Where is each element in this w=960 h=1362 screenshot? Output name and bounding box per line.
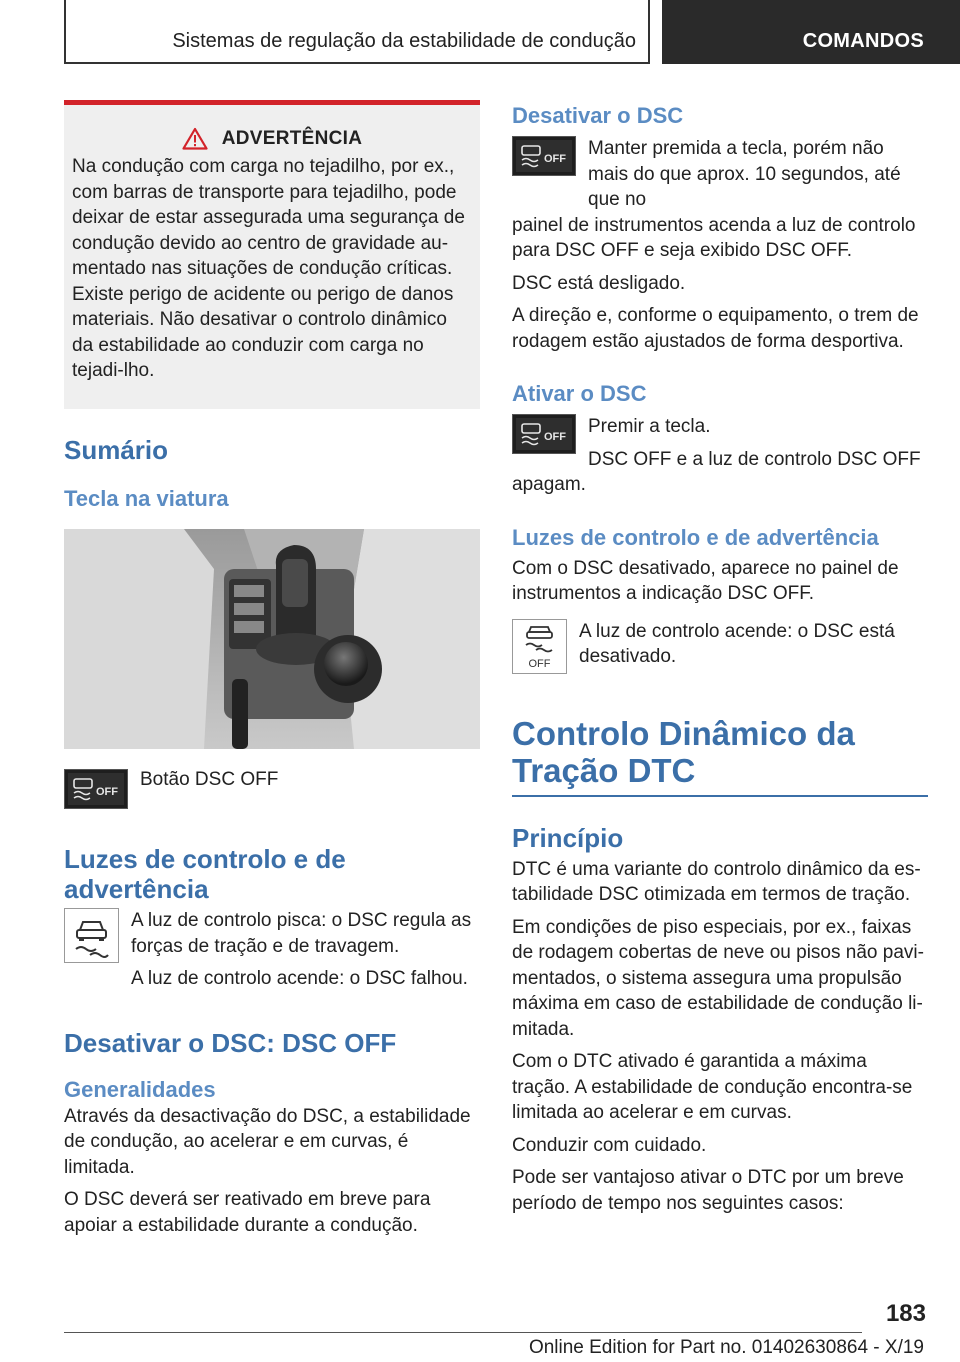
- activate-text-2b: apagam.: [512, 474, 586, 495]
- deactivate-text-block: [576, 136, 928, 213]
- left-column: [64, 100, 480, 1238]
- page-number: 183: [885, 1300, 926, 1327]
- lights-text-right-block: [567, 619, 928, 670]
- principle-text-1: DTC é uma variante do controlo dinâmico da es-tabilidade DSC otimizada em termos de tração.: [512, 858, 921, 905]
- deactivate-text-1a: Manter premida a tecla, porém não mais do que aprox. 10 segundos, até que no: [588, 138, 901, 210]
- lights-text-right-2: A luz de controlo acende: o DSC está desativado.: [579, 620, 895, 667]
- deactivate-text-2: DSC está desligado.: [512, 272, 686, 294]
- dsc-off-button-icon: [64, 769, 128, 814]
- dsc-off-button-icon: [512, 414, 576, 459]
- warning-box: [64, 100, 480, 409]
- warning-title: ADVERTÊNCIA: [221, 127, 363, 149]
- off-label: OFF: [96, 786, 118, 798]
- lights-text-left-2: A luz de controlo acende: o DSC falhou.: [131, 968, 468, 989]
- button-caption: Botão DSC OFF: [140, 769, 279, 790]
- off-label: OFF: [544, 431, 566, 443]
- lights-heading-left: Luzes de controlo e de advertência: [64, 844, 346, 904]
- button-caption-row: [64, 769, 480, 814]
- footer-edition: Online Edition for Part no. 01402630864 - X/19: [528, 1337, 924, 1358]
- deactivate-text-3: A direção e, conforme o equipamento, o trem de rodagem estão ajustados de forma desportiva.: [512, 305, 919, 352]
- off-label: OFF: [544, 153, 566, 165]
- section-title: Sistemas de regulação da estabilidade de condução: [172, 30, 636, 52]
- dtc-heading: Controlo Dinâmico da Tração DTC: [512, 715, 928, 797]
- lights-heading-right: Luzes de controlo e de advertência: [512, 524, 879, 550]
- general-text-2: O DSC deverá ser reativado em breve para apoiar a estabilidade durante a condução.: [64, 1189, 431, 1236]
- button-heading: Tecla na viatura: [64, 486, 229, 511]
- general-heading: Generalidades: [64, 1076, 216, 1102]
- warning-text: Na condução com carga no tejadilho, por ex., com barras de transporte para tejadilho, pode deixar de estar assegurada uma segurança de condução devido ao centro de gravidade au-mentado nas situações de condução críticas. Existe perigo de acidente ou perigo de danos materiais. Não desativar o controlo dinâmico da estabilidade ao conduzir com carga no tejadi-lho.: [72, 156, 465, 381]
- warning-header: [72, 127, 472, 150]
- vehicle-console-photo: [64, 529, 480, 749]
- dsc-off-button-icon: [512, 136, 576, 181]
- principle-text-5: Pode ser vantajoso ativar o DTC por um breve período de tempo nos seguintes casos:: [512, 1167, 904, 1214]
- footer-rule: [64, 1332, 862, 1333]
- activate-row: [512, 414, 928, 472]
- lights-row-right: [512, 619, 928, 679]
- deactivate-row: [512, 136, 928, 213]
- lights-text-right-1: Com o DSC desativado, aparece no painel de instrumentos a indicação DSC OFF.: [512, 557, 899, 604]
- deactivate-dsc-heading: Desativar o DSC: [512, 103, 684, 128]
- activate-text-block: [576, 414, 921, 472]
- dsc-warning-light-icon: [64, 908, 119, 968]
- lights-row-left: [64, 908, 480, 992]
- off-label: OFF: [528, 657, 551, 670]
- header-frame: [64, 0, 650, 64]
- activate-text-2a: DSC OFF e a luz de controlo DSC OFF: [588, 448, 921, 470]
- principle-text-4: Conduzir com cuidado.: [512, 1134, 707, 1156]
- chapter-tab: [662, 0, 960, 64]
- right-column: [512, 100, 928, 1216]
- principle-text-2: Em condições de piso especiais, por ex., faixas de rodagem cobertas de neve ou pisos não pavi-mentados, o sistema assegura uma propulsão máxima em caso de estabilidade de condução li-mitada.: [512, 916, 924, 1040]
- principle-text-3: Com o DTC ativado é garantida a máxima tração. A estabilidade de condução encontra-se limitada ao acelerar e em curvas.: [512, 1051, 913, 1123]
- principle-heading: Princípio: [512, 822, 624, 853]
- chapter-tab-label: COMANDOS: [802, 30, 924, 52]
- activate-dsc-heading: Ativar o DSC: [512, 381, 647, 406]
- general-text-1: Através da desactivação do DSC, a estabilidade de condução, ao acelerar e em curvas, é limitada.: [64, 1105, 471, 1178]
- dsc-off-light-icon: [512, 619, 567, 679]
- lights-text-left: [119, 908, 480, 992]
- page-header: [0, 0, 960, 66]
- button-caption-block: [128, 769, 278, 793]
- deactivate-dsc-off-heading: Desativar o DSC: DSC OFF: [64, 1027, 397, 1058]
- deactivate-text-1b: painel de instrumentos acenda a luz de controlo para DSC OFF e seja exibido DSC OFF.: [512, 214, 916, 261]
- activate-text-1: Premir a tecla.: [588, 416, 711, 437]
- summary-heading: Sumário: [64, 435, 169, 465]
- console-photo-illustration: [64, 529, 480, 749]
- warning-triangle-icon: [182, 127, 208, 150]
- lights-text-left-1: A luz de controlo pisca: o DSC regula as forças de tração e de travagem.: [131, 910, 472, 957]
